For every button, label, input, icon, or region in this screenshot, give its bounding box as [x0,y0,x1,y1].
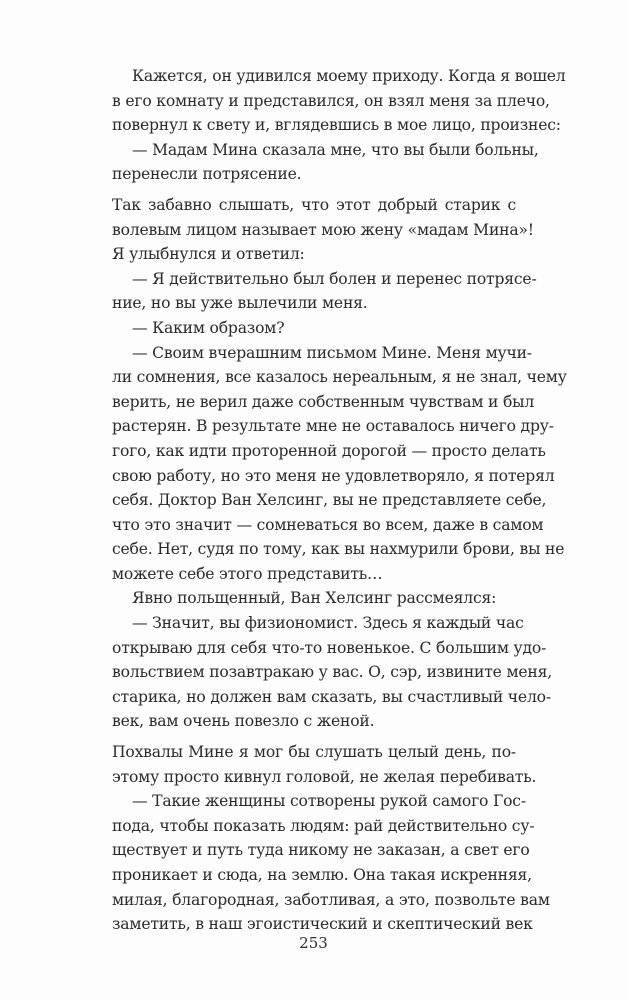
text-line: что это значит — сомневаться во всем, даже в самом [112,515,544,534]
paragraph [112,138,539,187]
page-number: 253 [299,934,328,952]
paragraph [112,64,566,138]
text-line: открываю для себя что-то новенькое. С большим удо- [112,638,547,657]
text-line: век, вам очень повезло с женой. [112,712,375,731]
paragraph [112,586,516,611]
text-line: свою работу, но это меня не удовлетворяло, я потерял [112,466,555,485]
text-line: этому просто кивнул головой, не желая перебивать. [112,767,537,786]
text-line: — Каким образом? [132,318,285,337]
text-line: в его комнату и представился, он взял меня за плечо, [112,91,550,110]
text-line: гого, как идти проторенной дорогой — просто делать [112,441,546,460]
text-line: ние, но вы уже вылечили меня. [112,294,368,313]
paragraph [112,316,516,341]
text-line: повернул к свету и, вглядевшись в мое лицо, произнес: [112,116,561,135]
text-line: вольствием позавтракаю у вас. О, сэр, извините меня, [112,663,552,682]
text-line: — Я действительно был болен и перенес потрясе- [132,269,537,288]
paragraph [112,341,567,587]
paragraph [112,789,550,937]
paragraph [112,611,552,734]
text-line: Похвалы Мине я мог бы слушать целый день, по- [112,743,516,762]
page-body-text [112,64,567,937]
text-line: Кажется, он удивился моему приходу. Когда я вошел [132,67,566,85]
text-line: себе. Нет, судя по тому, как вы нахмурили брови, вы не [112,540,565,559]
text-line: волевым лицом называет мою жену «мадам Мина»! [112,220,534,239]
paragraph [112,267,537,316]
text-line: — Мадам Мина сказала мне, что вы были больны, [132,140,539,159]
text-line: Явно польщенный, Ван Хелсинг рассмеялся: [132,589,497,608]
paragraph [112,740,537,789]
paragraph [112,193,534,267]
text-line: Так забавно слышать, что этот добрый старик с [112,195,516,214]
text-line: Я улыбнулся и ответил: [112,245,305,264]
text-line: растерян. В результате мне не оставалось ничего дру- [112,417,554,436]
text-line: — Такие женщины сотворены рукой самого Гос- [132,792,526,811]
text-line: — Значит, вы физиономист. Здесь я каждый час [132,614,524,633]
text-line: старика, но должен вам сказать, вы счастливый чело- [112,687,551,706]
text-line: ли сомнения, все казалось нереальным, я не знал, чему [112,368,567,387]
text-line: верить, не верил даже собственным чувствам и был [112,392,535,411]
text-line: ществует и путь туда никому не заказан, а свет его [112,841,530,860]
text-line: проникает и сюда, на землю. Она такая искренняя, [112,866,532,884]
text-line: себя. Доктор Ван Хелсинг, вы не представляете себе, [112,491,547,510]
text-line: пода, чтобы показать людям: рай действительно су- [112,816,535,835]
text-line: можете себе этого представить… [112,564,383,583]
text-line: перенесли потрясение. [112,165,302,184]
text-line: — Своим вчерашним письмом Мине. Меня мучи- [132,343,532,362]
text-line: заметить, в наш эгоистический и скептический век [112,915,533,934]
text-line: милая, благородная, заботливая, а это, позвольте вам [112,890,550,909]
